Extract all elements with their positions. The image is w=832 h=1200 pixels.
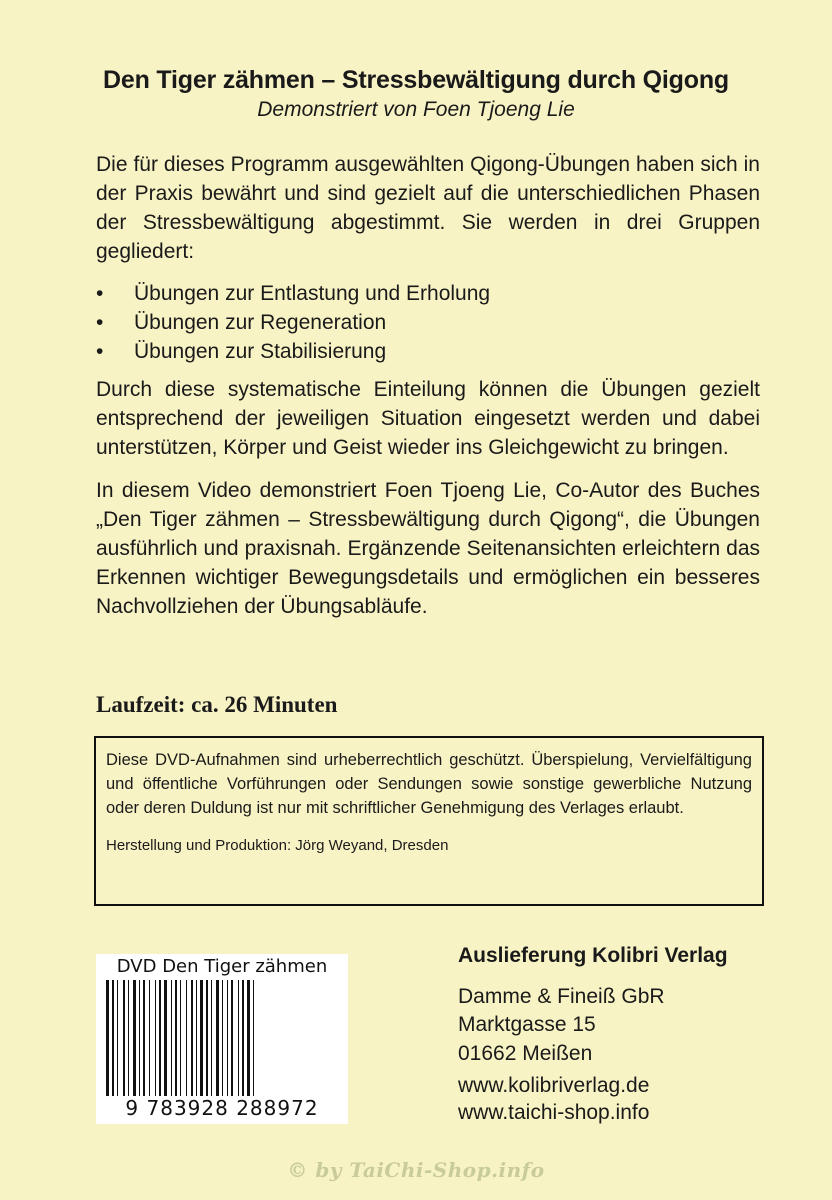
barcode-bars <box>104 980 340 1096</box>
list-item: • Übungen zur Stabilisierung <box>96 340 387 363</box>
distribution-street: Marktgasse 15 <box>458 1013 596 1036</box>
watermark: © by TaiChi-Shop.info <box>287 1158 545 1182</box>
website-link-taichi-shop[interactable]: www.taichi-shop.info <box>458 1101 650 1124</box>
classification-paragraph: Durch diese systematische Einteilung können die Übungen gezielt entsprechend der jeweiligen Situation eingesetzt werden und dabei unterstützen, Körper und Geist wieder ins Gleichgewicht zu bringen. <box>96 378 760 459</box>
website-link-kolibri[interactable]: www.kolibriverlag.de <box>458 1074 650 1097</box>
production-credit: Herstellung und Produktion: Jörg Weyand, Dresden <box>106 837 449 854</box>
list-item: • Übungen zur Regeneration <box>96 311 387 334</box>
runtime-label: Laufzeit: ca. 26 Minuten <box>96 692 338 717</box>
exercise-group-list <box>96 279 490 366</box>
barcode-number: 9 783928 288972 <box>125 1096 319 1120</box>
copyright-notice-text: Diese DVD-Aufnahmen sind urheberrechtlich geschützt. Überspielung, Vervielfältigung und öffentliche Vorführungen oder Sendungen sowie sonstige gewerbliche Nutzung oder deren Duldung ist nur mit schriftlicher Genehmigung des Verlages erlaubt. <box>106 751 752 817</box>
intro-paragraph: Die für dieses Programm ausgewählten Qigong-Übungen haben sich in der Praxis bewährt und sind gezielt auf die unterschiedlichen Phasen der Stressbewältigung abgestimmt. Sie werden in drei Gruppen gegliedert: <box>96 153 760 263</box>
video-description-paragraph: In diesem Video demonstriert Foen Tjoeng Lie, Co-Autor des Buches „Den Tiger zähmen – Stressbewältigung durch Qigong“, die Übungen ausführlich und praxisnah. Ergänzende Seitenansichten erleichtern das Erkennen wichtiger Bewegungsdetails und ermöglichen ein besseres Nachvollziehen der Übungsabläufe. <box>96 479 760 618</box>
list-item: • Übungen zur Entlastung und Erholung <box>96 282 491 305</box>
copyright-notice-box <box>94 736 764 906</box>
product-subtitle: Demonstriert von Foen Tjoeng Lie <box>257 98 575 121</box>
distribution-city: 01662 Meißen <box>458 1042 593 1065</box>
distribution-title: Auslieferung Kolibri Verlag <box>458 944 728 967</box>
barcode <box>96 954 348 1124</box>
barcode-label: DVD Den Tiger zähmen <box>116 956 328 977</box>
distribution-company: Damme & Fineiß GbR <box>458 985 665 1008</box>
product-title: Den Tiger zähmen – Stressbewältigung durch Qigong <box>103 66 729 94</box>
